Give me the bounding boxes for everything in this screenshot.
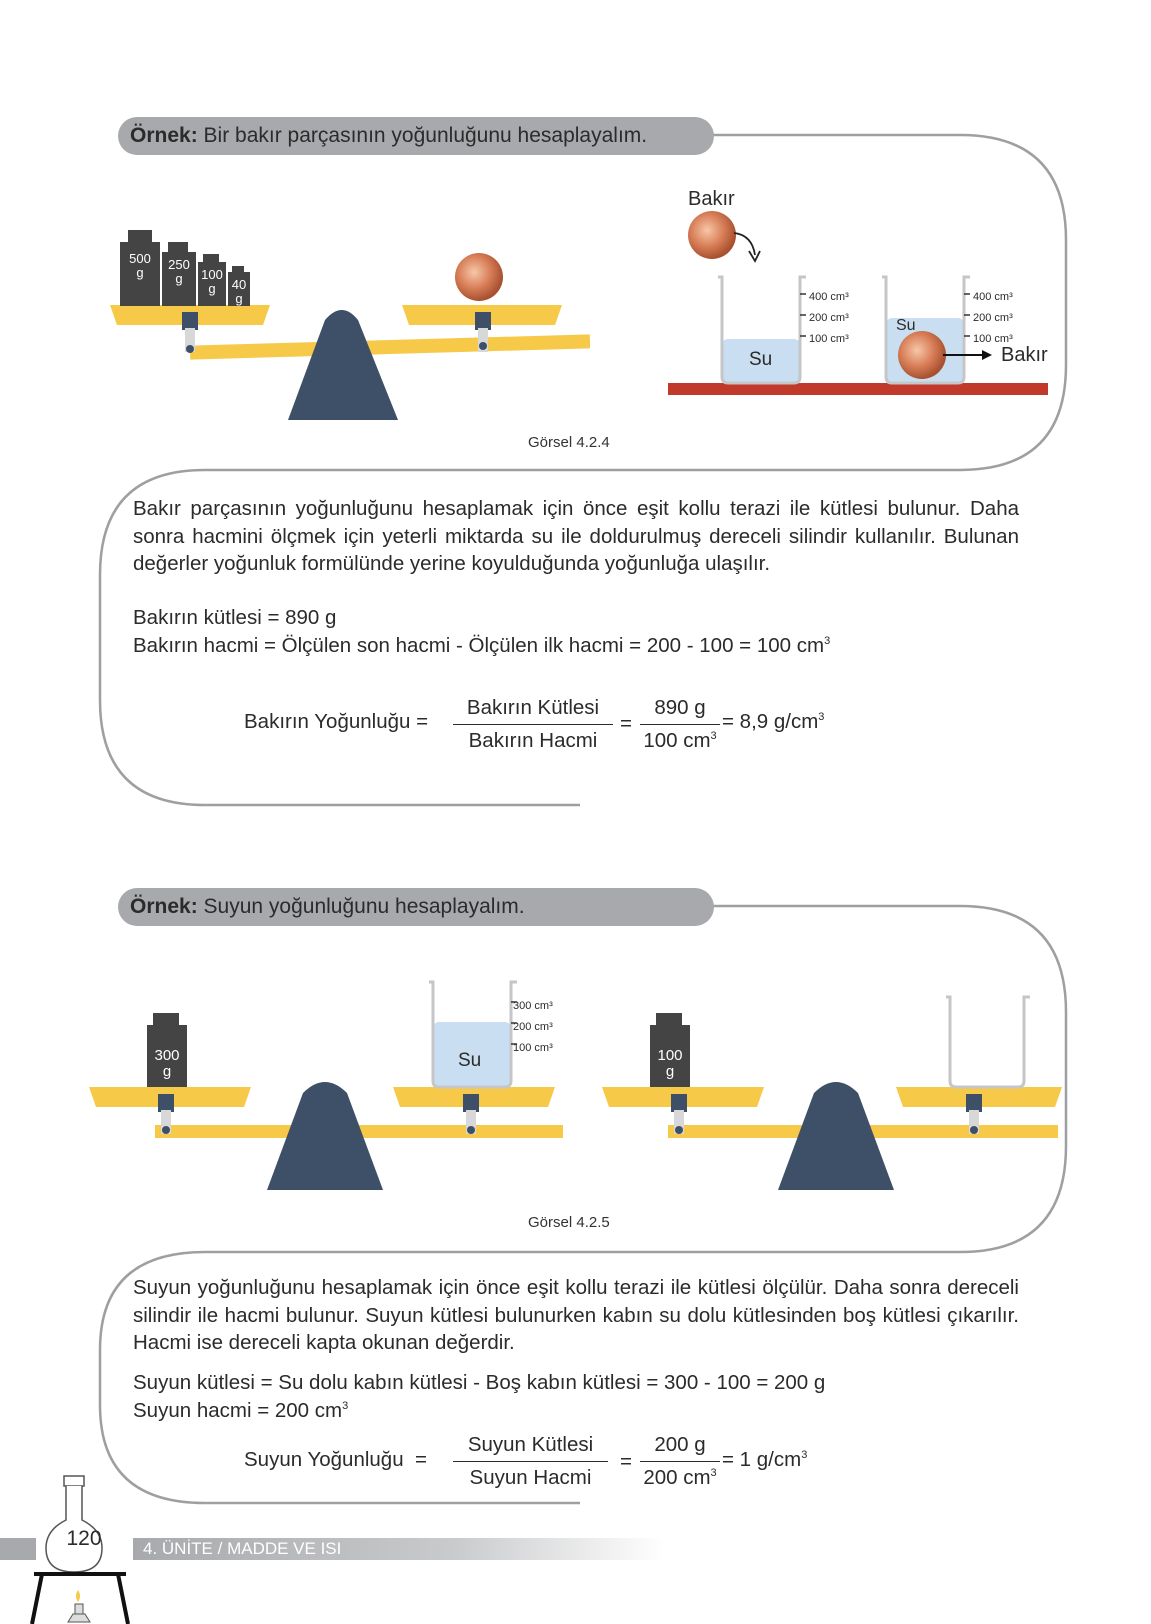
weight-unit: g [235,291,243,306]
graduation-label: 200 cm³ [513,1021,553,1033]
formula-numerator: Bakırın Kütlesi [453,696,613,725]
formula-fraction-2 [640,1433,720,1490]
formula-numerator: 200 g [640,1433,720,1462]
copper-volume-text: Bakırın hacmi = Ölçülen son hacmi - Ölçülen ilk hacmi = 200 - 100 = 100 cm [133,634,825,657]
weight-unit: g [208,281,216,296]
unit-title: 4. ÜNİTE / MADDE VE ISI [143,1539,342,1558]
superscript: 3 [710,730,717,743]
formula-fraction-2 [640,696,720,753]
copper-piece-icon [688,211,736,259]
formula-denominator: Suyun Hacmi [469,1466,592,1489]
superscript: 3 [342,1400,349,1413]
formula-numerator: 890 g [640,696,720,725]
graduation-label: 300 cm³ [513,1000,553,1012]
weight-unit: g [665,1063,675,1080]
figure-caption: Görsel 4.2.4 [528,434,610,451]
figure-caption: Görsel 4.2.5 [528,1214,610,1231]
water-label: Su [458,1050,482,1071]
formula-equals: = [620,712,632,735]
example-1-label [118,117,714,155]
weight-label: 250 [168,257,190,272]
formula-denominator [640,1462,720,1490]
graduation-label: 400 cm³ [809,291,849,303]
graduation-label: 100 cm³ [973,333,1013,345]
example-2-paragraph: Suyun yoğunluğunu hesaplamak için önce eşit kollu terazi ile kütlesi ölçülür. Daha sonra dereceli silindir ile hacmi bulunur. Suyun kütlesi bulunurken kabın su dolu kütlesinden boş kütlesi çıkarılır. Hacmi ise dereceli kapta okunan değerdir. [133,1276,1019,1354]
copper-volume-line [133,634,830,658]
graduation-label: 200 cm³ [809,312,849,324]
water-label: Su [749,349,773,370]
copper-mass-line: Bakırın kütlesi = 890 g [133,606,337,629]
weight-label: 300 [154,1047,180,1064]
shelf [668,383,1048,395]
copper-piece-icon [455,253,503,301]
example-label-text: Suyun yoğunluğunu hesaplayalım. [197,895,525,918]
weight-label: 100 [201,267,223,282]
superscript: 3 [710,1467,717,1480]
formula-equals: = [620,1450,632,1473]
example-1-paragraph: Bakır parçasının yoğunluğunu hesaplamak için önce eşit kollu terazi ile kütlesi bulunur. Daha sonra hacmini ölçmek için yeterli miktarda su ile doldurulmuş dereceli silindir kullanılır. Bulunan değerler yoğunluk formülünde yerine koyulduğunda yoğunluğa ulaşılır. [133,497,1019,575]
formula-numerator: Suyun Kütlesi [453,1433,608,1462]
formula-lhs: Bakırın Yoğunluğu = [244,710,429,733]
formula-denominator-text: 100 cm [643,729,711,752]
formula-denominator [640,725,720,753]
graduation-label: 200 cm³ [973,312,1013,324]
copper-piece-icon [898,331,946,379]
graduation-label: 400 cm³ [973,291,1013,303]
formula-result-text: = 8,9 g/cm [722,710,819,733]
example-label-text: Bir bakır parçasının yoğunluğunu hesaplayalım. [197,124,648,147]
weight-unit: g [175,271,183,286]
water-volume-line [133,1399,348,1423]
formula-fraction-1 [453,1433,608,1490]
superscript: 3 [818,711,825,724]
arrow-right-icon [982,350,992,360]
formula-denominator-text: 200 cm [643,1466,711,1489]
balance-scale-water [85,975,565,1195]
water-label: Su [896,317,916,334]
example-label-bold: Örnek: [130,895,198,918]
graduation-label: 100 cm³ [809,333,849,345]
formula-result-text: = 1 g/cm [722,1448,802,1471]
water-mass-line: Suyun kütlesi = Su dolu kabın kütlesi - Boş kabın kütlesi = 300 - 100 = 200 g [133,1371,826,1394]
example-2-label [118,888,714,926]
weight-label: 500 [129,251,151,266]
weight-unit: g [162,1063,172,1080]
weight-unit: g [136,265,144,280]
formula-fraction-1 [453,696,613,753]
page-number: 120 [66,1527,102,1550]
superscript: 3 [801,1449,808,1462]
superscript: 3 [824,635,831,648]
formula-result [722,1448,807,1472]
formula-result [722,710,824,734]
formula-denominator: Bakırın Hacmi [468,729,598,752]
copper-arrow-label: Bakır [1001,344,1048,366]
example-label-bold: Örnek: [130,124,198,147]
water-volume-text: Suyun hacmi = 200 cm [133,1399,343,1422]
formula-lhs: Suyun Yoğunluğu = [244,1448,427,1471]
copper-label: Bakır [688,188,735,210]
weight-label: 100 [657,1047,683,1064]
fulcrum [288,310,398,420]
balance-scale-empty [598,975,1068,1195]
graduation-label: 100 cm³ [513,1042,553,1054]
empty-beaker-icon [946,997,1030,1087]
weight-label: 40 [231,277,247,292]
